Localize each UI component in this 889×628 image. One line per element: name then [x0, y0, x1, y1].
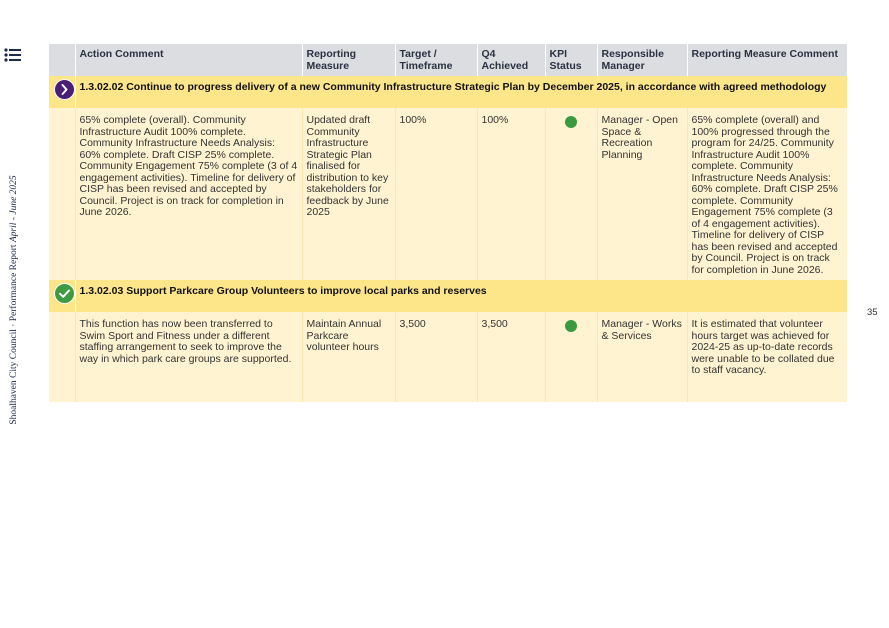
kpi-status-on-track-icon: [565, 320, 577, 332]
document-title-org: Shoalhaven City Council · Performance Report: [9, 242, 19, 425]
checkmark-icon: [54, 283, 75, 304]
reporting-measure: Maintain Annual Parkcare volunteer hours: [302, 312, 395, 402]
status-cell: [49, 280, 75, 312]
action-group-row: [49, 76, 847, 108]
column-header-reporting-measure: Reporting Measure: [302, 44, 395, 76]
column-header-measure-comment: Reporting Measure Comment: [687, 44, 847, 76]
document-title-period: April - June 2025: [9, 175, 19, 243]
action-group-row: [49, 280, 847, 312]
q4-achieved-value: 3,500: [477, 312, 545, 402]
target-value: 3,500: [395, 312, 477, 402]
spacer-cell: [49, 312, 75, 402]
action-title: 1.3.02.03 Support Parkcare Group Volunteers to improve local parks and reserves: [75, 280, 847, 312]
column-header-action-comment: Action Comment: [75, 44, 302, 76]
column-header-target: Target / Timeframe: [395, 44, 477, 76]
status-cell: [49, 76, 75, 108]
reporting-measure: Updated draft Community Infrastructure Strategic Plan finalised for distribution to key stakeholders for feedback by June 2025: [302, 108, 395, 280]
target-value: 100%: [395, 108, 477, 280]
kpi-table: [49, 44, 847, 402]
measure-comment: 65% complete (overall) and 100% progressed through the program for 24/25. Community Infrastructure Audit 100% complete. Community Infrastructure Needs Analysis: 60% complete. Draft CISP 25% complete. Community Engagement 75% complete (3 of 4 engagement activities). Timeline for delivery of CISP has been revised and accepted by Council. Project is on track for completion in June 2026.: [687, 108, 847, 280]
action-comment: This function has now been transferred to Swim Sport and Fitness under a different staffing arrangement to seek to improve the way in which park care groups are supported.: [75, 312, 302, 402]
action-title: 1.3.02.02 Continue to progress delivery of a new Community Infrastructure Strategic Plan by December 2025, in accordance with agreed methodology: [75, 76, 847, 108]
table-row: [49, 312, 847, 402]
column-header-status: [49, 44, 75, 76]
kpi-status-on-track-icon: [565, 116, 577, 128]
spacer-cell: [49, 108, 75, 280]
kpi-status-cell: [545, 108, 597, 280]
responsible-manager: Manager - Open Space & Recreation Planning: [597, 108, 687, 280]
table-header: [49, 44, 847, 76]
column-header-q4-achieved: Q4 Achieved: [477, 44, 545, 76]
list-icon[interactable]: [4, 47, 22, 63]
table-row: [49, 108, 847, 280]
measure-comment: It is estimated that volunteer hours target was achieved for 2024-25 as up-to-date records were unable to be collated due to staff vacancy.: [687, 312, 847, 402]
q4-achieved-value: 100%: [477, 108, 545, 280]
chevron-right-icon: [54, 79, 75, 100]
page-number: 35: [867, 307, 878, 318]
responsible-manager: Manager - Works & Services: [597, 312, 687, 402]
kpi-status-cell: [545, 312, 597, 402]
action-comment: 65% complete (overall). Community Infrastructure Audit 100% complete. Community Infrastructure Needs Analysis: 60% complete. Draft CISP 25% complete. Community Engagement 75% complete (3 of 4 engagement activities). Timeline for delivery of CISP has been revised and accepted by Council. Project is on track for completion in June 2026.: [75, 108, 302, 280]
column-header-responsible-manager: Responsible Manager: [597, 44, 687, 76]
column-header-kpi-status: KPI Status: [545, 44, 597, 76]
document-title: [9, 175, 19, 424]
